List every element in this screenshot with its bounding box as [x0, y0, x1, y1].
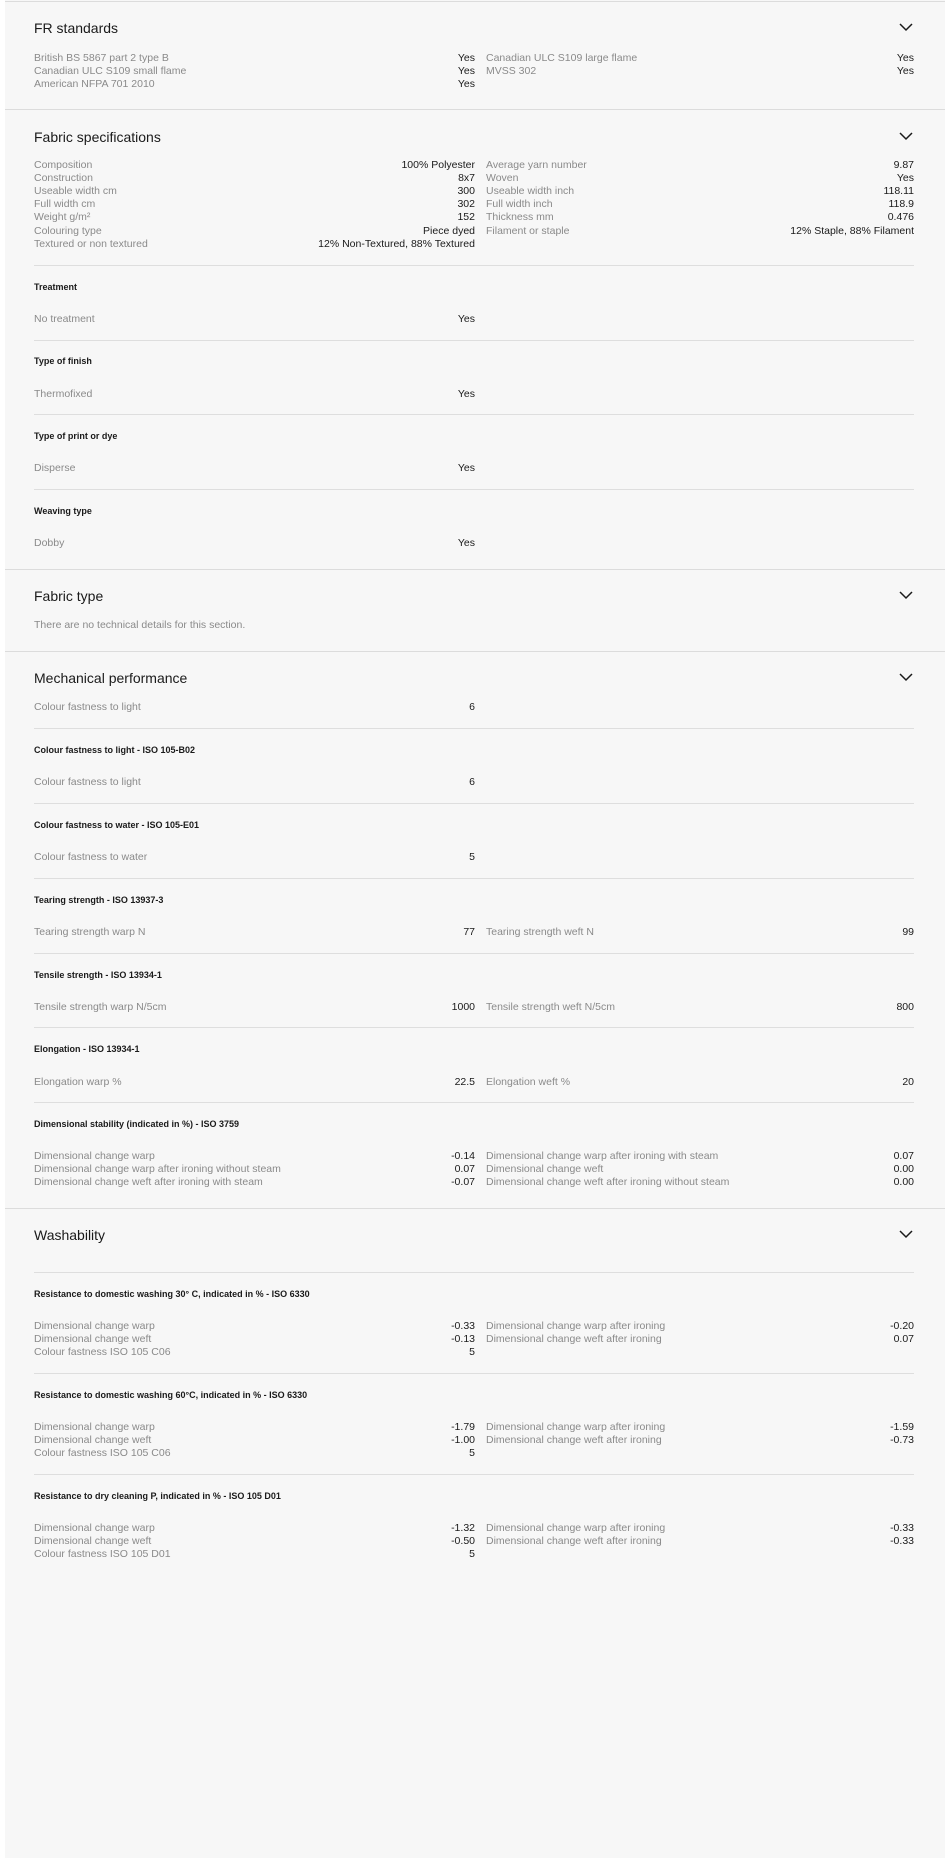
spec-row [34, 210, 475, 224]
spec-label: Colour fastness to light [34, 701, 141, 713]
spec-value: -0.20 [890, 1320, 914, 1332]
spec-row [486, 210, 914, 224]
spec-value: Yes [457, 52, 475, 64]
group-divider [34, 489, 914, 490]
spec-row [34, 224, 475, 238]
spec-label: Dimensional change warp after ironing [486, 1522, 666, 1534]
spec-label: Dimensional change warp [34, 1421, 155, 1433]
spec-value: Yes [457, 65, 475, 77]
section-title-mechanical-performance[interactable]: Mechanical performance [34, 670, 188, 686]
spec-value: 0.00 [893, 1163, 914, 1175]
spec-row [34, 387, 475, 401]
section-title-fabric-type[interactable]: Fabric type [34, 588, 104, 604]
chevron-down-icon[interactable] [898, 672, 914, 682]
spec-label: American NFPA 701 2010 [34, 78, 155, 90]
spec-value: -0.13 [451, 1333, 475, 1345]
spec-value: -0.50 [451, 1535, 475, 1547]
spec-label: Dimensional change warp after ironing [486, 1421, 666, 1433]
spec-row [34, 1345, 475, 1359]
spec-label: Dimensional change weft after ironing without steam [486, 1176, 730, 1188]
section-title-fr-standards[interactable]: FR standards [34, 20, 119, 36]
spec-row [34, 64, 475, 78]
spec-label: Textured or non textured [34, 238, 148, 250]
spec-row [34, 1547, 475, 1561]
spec-value: Yes [457, 388, 475, 400]
spec-row [34, 51, 475, 65]
spec-row [486, 1149, 914, 1163]
spec-value: 800 [896, 1001, 914, 1013]
spec-row [486, 1534, 914, 1548]
spec-value: 1000 [451, 1001, 475, 1013]
spec-row [34, 536, 475, 550]
spec-value: 0.07 [893, 1333, 914, 1345]
spec-row [34, 1149, 475, 1163]
section-title-fabric-specifications[interactable]: Fabric specifications [34, 129, 161, 145]
group-title: Tensile strength - ISO 13934-1 [34, 970, 162, 980]
spec-label: Thermofixed [34, 388, 93, 400]
spec-value: 77 [463, 926, 475, 938]
spec-value: 300 [457, 185, 475, 197]
spec-row [486, 1521, 914, 1535]
group-title: Resistance to domestic washing 60°C, indicated in % - ISO 6330 [34, 1390, 308, 1400]
spec-value: -0.33 [451, 1320, 475, 1332]
spec-value: 0.476 [887, 211, 914, 223]
spec-value: 12% Staple, 88% Filament [790, 225, 914, 237]
spec-value: 5 [469, 1548, 475, 1560]
spec-value: -1.59 [890, 1421, 914, 1433]
spec-value: 5 [469, 1346, 475, 1358]
spec-label: Woven [486, 172, 519, 184]
group-divider [34, 1027, 914, 1028]
spec-label: Dimensional change weft [34, 1434, 152, 1446]
group-title: Resistance to dry cleaning P, indicated in % - ISO 105 D01 [34, 1491, 281, 1501]
spec-row [486, 1319, 914, 1333]
spec-label: Tensile strength warp N/5cm [34, 1001, 167, 1013]
spec-row [34, 1521, 475, 1535]
spec-value: Yes [457, 537, 475, 549]
spec-value: -0.33 [890, 1535, 914, 1547]
spec-value: 8x7 [458, 172, 475, 184]
spec-row [486, 184, 914, 198]
spec-label: Filament or staple [486, 225, 570, 237]
spec-label: Tensile strength weft N/5cm [486, 1001, 615, 1013]
spec-row [486, 1332, 914, 1346]
group-title: Colour fastness to light - ISO 105-B02 [34, 745, 196, 755]
spec-label: Dimensional change weft after ironing [486, 1535, 662, 1547]
spec-value: 9.87 [893, 159, 914, 171]
group-title: Dimensional stability (indicated in %) - ISO 3759 [34, 1119, 240, 1129]
spec-label: Full width inch [486, 198, 553, 210]
spec-label: Colour fastness ISO 105 D01 [34, 1548, 171, 1560]
spec-value: -1.79 [451, 1421, 475, 1433]
section-divider [5, 1, 945, 2]
section-divider [5, 1208, 945, 1209]
spec-row [34, 1000, 475, 1014]
section-divider [5, 569, 945, 570]
spec-label: Dimensional change weft after ironing with steam [34, 1176, 263, 1188]
spec-label: Elongation weft % [486, 1076, 571, 1088]
group-divider [34, 1474, 914, 1475]
spec-value: -0.33 [890, 1522, 914, 1534]
spec-row [486, 1175, 914, 1189]
spec-label: Weight g/m² [34, 211, 91, 223]
spec-row [486, 197, 914, 211]
spec-row [486, 1162, 914, 1176]
spec-row [486, 1075, 914, 1089]
spec-row [34, 925, 475, 939]
spec-label: Elongation warp % [34, 1076, 122, 1088]
spec-row [34, 1332, 475, 1346]
spec-value: 302 [457, 198, 475, 210]
spec-label: MVSS 302 [486, 65, 537, 77]
spec-label: No treatment [34, 313, 95, 325]
spec-row [34, 1446, 475, 1460]
spec-row [486, 158, 914, 172]
spec-row [34, 171, 475, 185]
spec-value: 100% Polyester [401, 159, 475, 171]
group-divider [34, 1272, 914, 1273]
spec-label: Dimensional change warp after ironing without steam [34, 1163, 281, 1175]
spec-value: 152 [457, 211, 475, 223]
spec-row [34, 1075, 475, 1089]
spec-row [34, 197, 475, 211]
spec-row [34, 1175, 475, 1189]
group-title: Treatment [34, 282, 78, 292]
chevron-down-icon[interactable] [898, 590, 914, 600]
spec-label: Dobby [34, 537, 65, 549]
spec-label: Useable width cm [34, 185, 117, 197]
spec-row [486, 1420, 914, 1434]
spec-value: 12% Non-Textured, 88% Textured [318, 238, 475, 250]
spec-row [34, 184, 475, 198]
spec-label: Colour fastness ISO 105 C06 [34, 1447, 171, 1459]
spec-value: 118.9 [888, 198, 914, 210]
spec-row [34, 1319, 475, 1333]
spec-label: Dimensional change warp after ironing [486, 1320, 666, 1332]
spec-row [34, 312, 475, 326]
spec-row [34, 850, 475, 864]
chevron-down-icon[interactable] [898, 1229, 914, 1239]
spec-label: Disperse [34, 462, 76, 474]
spec-row [34, 700, 475, 714]
spec-label: Tearing strength warp N [34, 926, 146, 938]
spec-label: Construction [34, 172, 93, 184]
group-divider [34, 1373, 914, 1374]
spec-value: -1.00 [451, 1434, 475, 1446]
spec-value: 0.00 [893, 1176, 914, 1188]
group-divider [34, 265, 914, 266]
spec-row [34, 461, 475, 475]
spec-label: Canadian ULC S109 large flame [486, 52, 638, 64]
spec-value: Yes [896, 172, 914, 184]
spec-label: Composition [34, 159, 93, 171]
spec-label: Dimensional change warp after ironing with steam [486, 1150, 719, 1162]
spec-value: 6 [469, 701, 475, 713]
spec-value: Piece dyed [423, 225, 475, 237]
section-title-washability[interactable]: Washability [34, 1227, 106, 1243]
spec-label: Colour fastness to light [34, 776, 141, 788]
spec-value: -0.14 [451, 1150, 475, 1162]
spec-value: 5 [469, 1447, 475, 1459]
group-divider [34, 728, 914, 729]
empty-section-note: There are no technical details for this section. [34, 619, 246, 631]
spec-value: Yes [457, 78, 475, 90]
spec-label: Dimensional change weft after ironing [486, 1434, 662, 1446]
group-title: Weaving type [34, 506, 92, 516]
chevron-down-icon[interactable] [898, 131, 914, 141]
spec-row [486, 224, 914, 238]
spec-label: Full width cm [34, 198, 96, 210]
spec-row [486, 51, 914, 65]
spec-label: Colouring type [34, 225, 102, 237]
spec-label: Dimensional change weft [486, 1163, 604, 1175]
spec-value: 6 [469, 776, 475, 788]
spec-row [486, 64, 914, 78]
group-divider [34, 803, 914, 804]
spec-label: Tearing strength weft N [486, 926, 594, 938]
spec-value: Yes [457, 462, 475, 474]
spec-label: Colour fastness ISO 105 C06 [34, 1346, 171, 1358]
spec-value: 99 [902, 926, 914, 938]
spec-label: Colour fastness to water [34, 851, 148, 863]
group-title: Tearing strength - ISO 13937-3 [34, 895, 164, 905]
spec-row [34, 1162, 475, 1176]
spec-row [34, 1534, 475, 1548]
spec-label: Dimensional change weft after ironing [486, 1333, 662, 1345]
spec-row [34, 77, 475, 91]
group-divider [34, 1102, 914, 1103]
spec-value: 22.5 [454, 1076, 475, 1088]
spec-value: -0.73 [890, 1434, 914, 1446]
spec-label: British BS 5867 part 2 type B [34, 52, 169, 64]
group-title: Resistance to domestic washing 30° C, indicated in % - ISO 6330 [34, 1289, 310, 1299]
spec-label: Dimensional change warp [34, 1320, 155, 1332]
group-title: Type of print or dye [34, 431, 118, 441]
spec-label: Canadian ULC S109 small flame [34, 65, 187, 77]
spec-value: Yes [457, 313, 475, 325]
group-divider [34, 340, 914, 341]
spec-value: 20 [902, 1076, 914, 1088]
spec-row [34, 237, 475, 251]
group-divider [34, 878, 914, 879]
spec-row [34, 1433, 475, 1447]
spec-row [34, 1420, 475, 1434]
spec-value: Yes [896, 65, 914, 77]
section-divider [5, 109, 945, 110]
spec-value: 5 [469, 851, 475, 863]
group-divider [34, 953, 914, 954]
spec-label: Thickness mm [486, 211, 554, 223]
spec-value: -1.32 [451, 1522, 475, 1534]
spec-value: -0.07 [451, 1176, 475, 1188]
spec-label: Useable width inch [486, 185, 575, 197]
spec-label: Dimensional change warp [34, 1522, 155, 1534]
spec-page [5, 0, 945, 1858]
spec-label: Average yarn number [486, 159, 587, 171]
spec-value: 0.07 [893, 1150, 914, 1162]
group-title: Colour fastness to water - ISO 105-E01 [34, 820, 200, 830]
spec-row [486, 1433, 914, 1447]
group-title: Type of finish [34, 356, 92, 366]
section-divider [5, 651, 945, 652]
spec-value: 118.11 [883, 185, 914, 197]
chevron-down-icon[interactable] [898, 22, 914, 32]
spec-row [34, 158, 475, 172]
group-title: Elongation - ISO 13934-1 [34, 1044, 140, 1054]
spec-row [486, 1000, 914, 1014]
spec-row [34, 775, 475, 789]
spec-value: 0.07 [454, 1163, 475, 1175]
spec-label: Dimensional change weft [34, 1535, 152, 1547]
spec-row [486, 925, 914, 939]
spec-row [486, 171, 914, 185]
spec-value: Yes [896, 52, 914, 64]
spec-label: Dimensional change warp [34, 1150, 155, 1162]
group-divider [34, 414, 914, 415]
spec-label: Dimensional change weft [34, 1333, 152, 1345]
